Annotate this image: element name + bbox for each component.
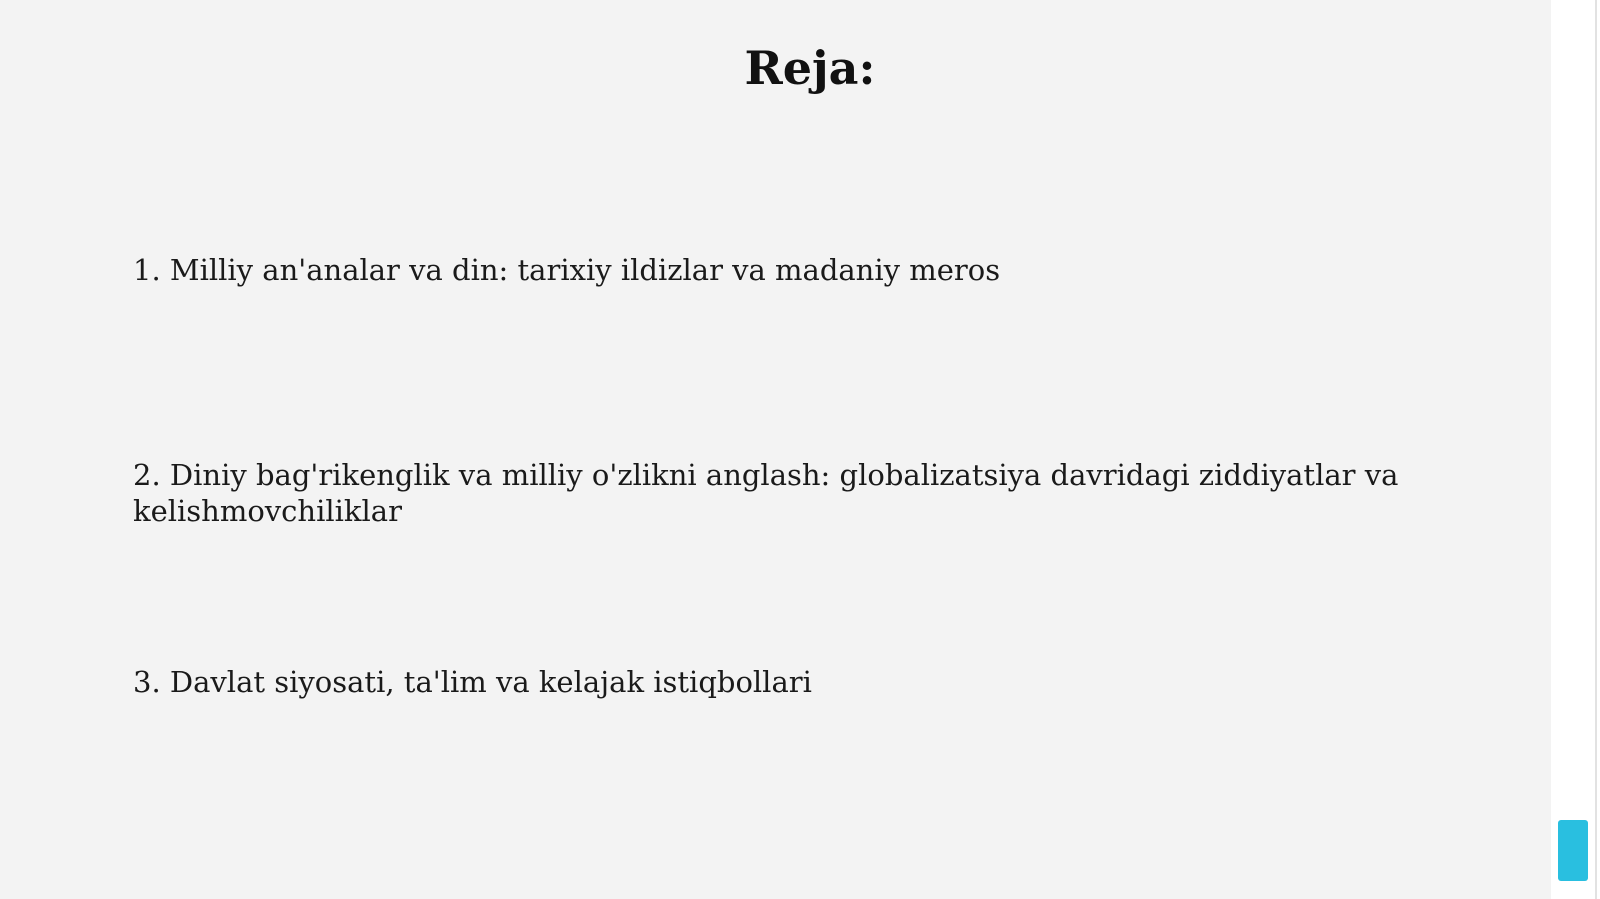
plan-item-2: 2. Diniy bag'rikenglik va milliy o'zlikni anglash: globalizatsiya davridagi ziddiyatlar va kelishmovchiliklar	[133, 458, 1399, 528]
scrollbar-track	[1551, 0, 1600, 899]
plan-item-1: 1. Milliy an'analar va din: tarixiy ildizlar va madaniy meros	[133, 253, 1001, 287]
slide-title: Reja:	[744, 41, 876, 95]
window-edge-divider	[1595, 0, 1597, 899]
scrollbar-thumb[interactable]	[1558, 820, 1588, 881]
plan-item-3: 3. Davlat siyosati, ta'lim va kelajak istiqbollari	[133, 665, 812, 699]
